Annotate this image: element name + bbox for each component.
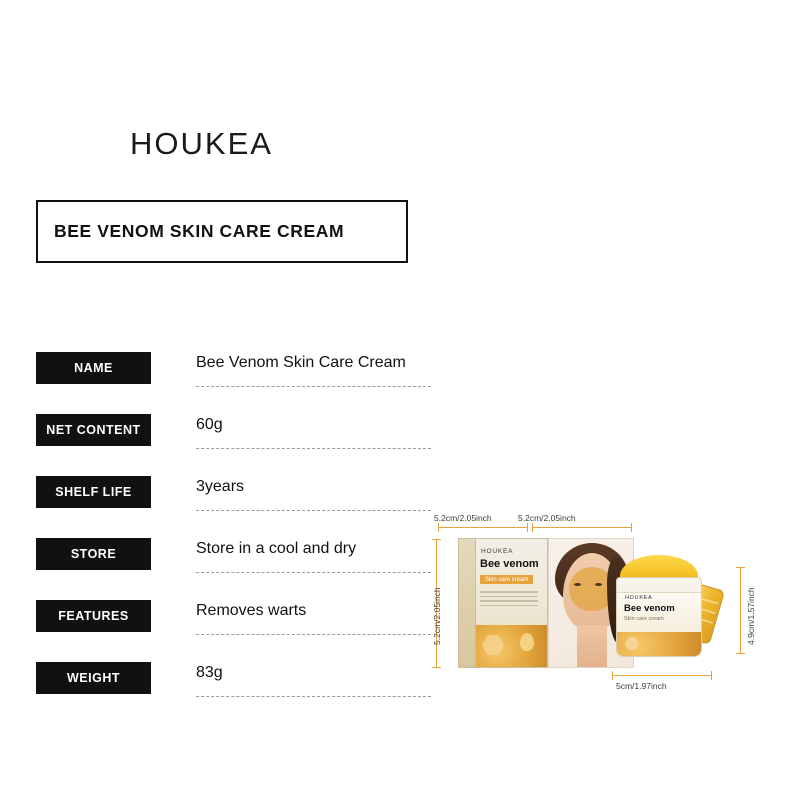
carton-subtitle: Skin care cream — [480, 575, 533, 584]
spec-value: Store in a cool and dry — [196, 540, 357, 557]
carton-blurb-lines — [480, 591, 538, 609]
spec-label: SHELF LIFE — [36, 476, 151, 508]
spec-divider — [196, 634, 431, 635]
carton-title: Bee venom — [480, 558, 539, 570]
table-row — [36, 414, 406, 476]
spec-label: NAME — [36, 352, 151, 384]
product-carton — [458, 538, 548, 668]
dimension-cap — [736, 653, 745, 654]
brand-logo: HOUKEA — [130, 126, 273, 161]
dimension-cap — [532, 523, 533, 532]
page-title: BEE VENOM SKIN CARE CREAM — [54, 221, 345, 241]
jar-brand: HOUKEA — [625, 595, 653, 601]
dimension-line — [532, 527, 632, 528]
spec-value: Bee Venom Skin Care Cream — [196, 354, 406, 371]
carton-side-panel — [459, 539, 476, 667]
jar-subtitle: Skin care cream — [624, 616, 664, 622]
product-photo — [420, 505, 765, 715]
dimension-jar-height: 4.9cm/1.57inch — [746, 587, 756, 645]
spec-divider — [196, 448, 431, 449]
spec-label: WEIGHT — [36, 662, 151, 694]
spec-divider — [196, 696, 431, 697]
product-headline-box — [36, 200, 408, 263]
model-eye-right — [595, 583, 602, 586]
spec-value: Removes warts — [196, 602, 307, 619]
jar-honey-artwork — [617, 632, 701, 656]
table-row — [36, 352, 406, 414]
dimension-line — [740, 567, 741, 653]
dimension-line — [612, 675, 712, 676]
jar-body — [616, 577, 702, 657]
honeycomb-icon — [625, 637, 639, 650]
dimension-cap — [432, 539, 441, 540]
dimension-cap — [711, 671, 712, 680]
spec-divider — [196, 386, 431, 387]
dimension-carton-width: 5.2cm/2.05inch — [518, 513, 576, 523]
table-row — [36, 538, 406, 600]
jar-title: Bee venom — [624, 603, 675, 614]
dimension-cap — [612, 671, 613, 680]
dimension-line — [438, 527, 528, 528]
dimension-cap — [438, 523, 439, 532]
dimension-carton-height: 5.2cm/2.05inch — [432, 587, 442, 645]
spec-divider — [196, 510, 431, 511]
carton-brand: HOUKEA — [481, 548, 514, 555]
product-jar — [616, 555, 712, 659]
model-neck — [577, 625, 607, 668]
dimension-cap — [527, 523, 528, 532]
spec-value: 3years — [196, 478, 245, 495]
honeycomb-icon — [482, 635, 504, 655]
table-row — [36, 476, 406, 538]
dimension-cap — [432, 667, 441, 668]
dimension-carton-depth: 5.2cm/2.05inch — [434, 513, 492, 523]
dimension-jar-width: 5cm/1.97inch — [616, 681, 667, 691]
table-row — [36, 662, 406, 724]
dimension-cap — [736, 567, 745, 568]
spec-divider — [196, 572, 431, 573]
table-row — [36, 600, 406, 662]
dimension-cap — [631, 523, 632, 532]
spec-table — [36, 352, 406, 724]
model-eye-left — [574, 583, 581, 586]
honey-drop-icon — [520, 633, 534, 651]
spec-label: NET CONTENT — [36, 414, 151, 446]
spec-label: FEATURES — [36, 600, 151, 632]
spec-label: STORE — [36, 538, 151, 570]
honey-artwork — [476, 625, 548, 667]
spec-value: 60g — [196, 416, 223, 433]
spec-value: 83g — [196, 664, 223, 681]
